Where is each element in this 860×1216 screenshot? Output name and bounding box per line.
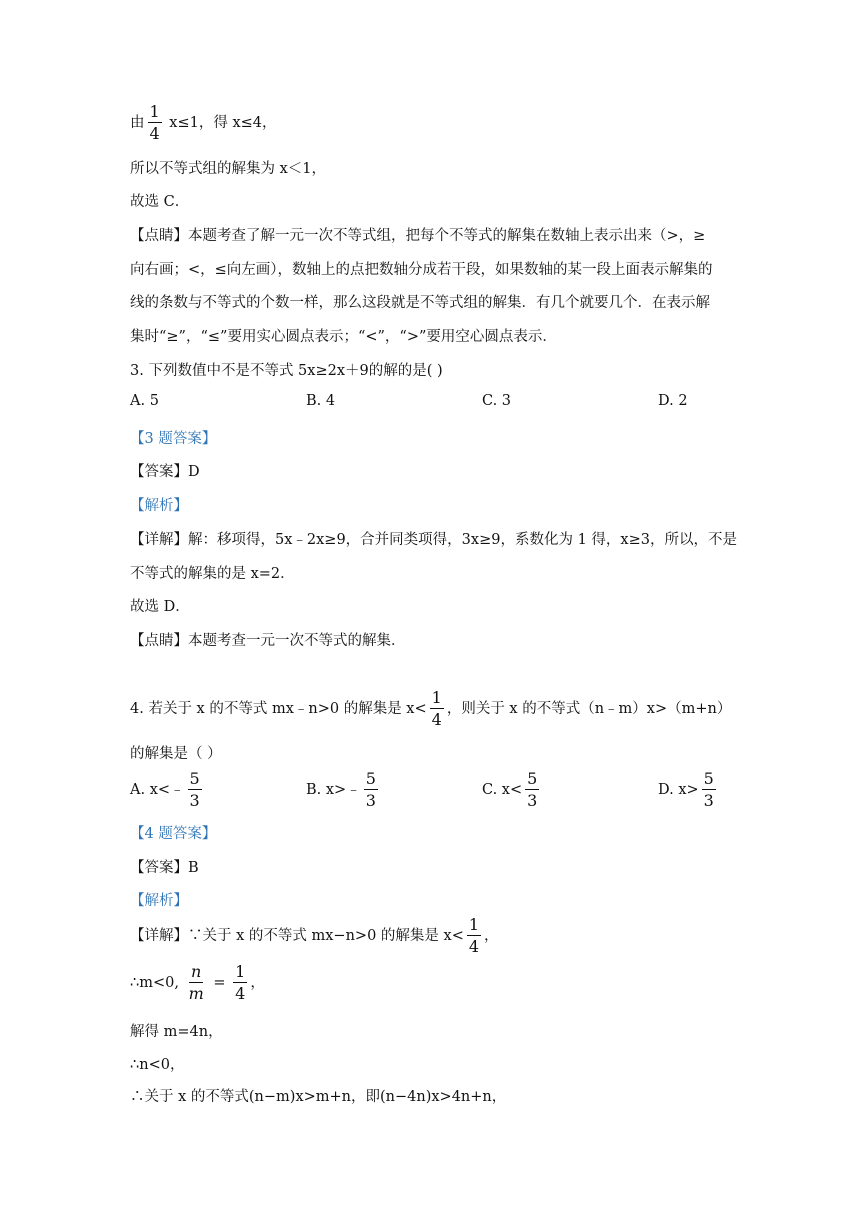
text: ，则关于 x 的不等式（n﹣m）x>（m+n） — [446, 701, 732, 717]
fraction-denominator: 3 — [189, 791, 200, 810]
fraction-denominator: 4 — [235, 984, 246, 1003]
q4-detail-line-3: 解得 m=4n， — [130, 1024, 223, 1040]
q3-option-d: D. 2 — [658, 393, 688, 409]
text: ， — [484, 928, 499, 944]
text: D. x> — [658, 782, 699, 798]
text: 本题考查了解一元一次不等式组，把每个不等式的解集在数轴上表示出来（>，≥ — [188, 228, 706, 244]
fraction-numerator: 1 — [235, 962, 246, 981]
question-4-stem-line-2: 的解集是（ ） — [130, 746, 222, 762]
choice-line: 故选 C． — [130, 194, 190, 210]
fraction — [525, 771, 539, 809]
q4-option-d — [658, 771, 719, 809]
fraction-denominator: m — [188, 984, 204, 1003]
q4-detail-line-1 — [130, 917, 499, 955]
fraction-denominator: 3 — [527, 791, 538, 810]
q4-option-c — [482, 771, 542, 809]
fraction — [467, 917, 481, 955]
q4-detail-line-4: ∴n<0， — [130, 1057, 185, 1073]
q3-option-a: A. 5 — [130, 393, 159, 409]
q3-detail-line-2: 不等式的解集的是 x=2． — [130, 566, 295, 582]
fraction — [187, 964, 206, 1002]
text: 4. 若关于 x 的不等式 mx﹣n>0 的解集是 x< — [130, 701, 427, 717]
text: A. x<﹣ — [130, 782, 185, 798]
fraction — [188, 771, 202, 809]
fraction-numerator: 5 — [189, 769, 200, 788]
q4-detail-line-2 — [130, 964, 265, 1002]
solution-step-line — [130, 104, 277, 142]
q4-option-a — [130, 771, 205, 809]
q3-option-c: C. 3 — [482, 393, 512, 409]
question-3-stem: 3. 下列数值中不是不等式 5x≥2x＋9的解的是( ) — [130, 363, 443, 379]
text: x≤1，得 x≤4， — [164, 115, 277, 131]
q4-analysis-label: 【解析】 — [130, 893, 188, 909]
solution-line: 所以不等式组的解集为 x＜1， — [130, 161, 327, 177]
q3-answer-header: 【3 题答案】 — [130, 431, 217, 447]
text: ∴m<0, — [130, 975, 184, 991]
fraction-numerator: 1 — [431, 688, 442, 707]
fraction-denominator: 4 — [468, 937, 480, 956]
q3-analysis-label: 【解析】 — [130, 498, 188, 514]
dianjing-line-3: 线的条数与不等式的个数一样，那么这段就是不等式组的解集．有几个就要几个．在表示解 — [130, 295, 710, 311]
text: ， — [250, 975, 265, 991]
question-4-stem — [130, 690, 731, 728]
q3-detail-line-1: 【详解】解：移项得，5x﹣2x≥9，合并同类项得，3x≥9，系数化为 1 得，x≥3，所以，不是 — [130, 532, 737, 548]
fraction-numerator: 1 — [149, 102, 160, 121]
fraction-denominator: 3 — [365, 791, 376, 810]
q3-dianjing: 【点睛】本题考查一元一次不等式的解集． — [130, 633, 406, 649]
q4-answer-header: 【4 题答案】 — [130, 826, 217, 842]
q3-option-b: B. 4 — [306, 393, 336, 409]
q4-detail-line-5: ∴关于 x 的不等式(n−m)x>m+n，即(n−4n)x>4n+n， — [130, 1089, 507, 1105]
dianjing-tag: 【点睛】 — [130, 228, 188, 244]
fraction-numerator: n — [191, 962, 202, 981]
dianjing-line-4: 集时“≥”，“≤”要用实心圆点表示；“<”，“>”要用空心圆点表示． — [130, 329, 557, 345]
dianjing-line-2: 向右画；<，≤向左画），数轴上的点把数轴分成若干段，如果数轴的某一段上面表示解集的 — [130, 262, 713, 278]
fraction-numerator: 5 — [703, 769, 714, 788]
text: = — [208, 975, 231, 991]
text: C. x< — [482, 782, 523, 798]
dianjing-line-1 — [130, 224, 705, 245]
text: 由 — [130, 115, 145, 131]
fraction-denominator: 4 — [149, 124, 160, 143]
text: B. x>﹣ — [306, 782, 361, 798]
text: 【详解】∵关于 x 的不等式 mx−n>0 的解集是 x< — [130, 928, 464, 944]
fraction-denominator: 3 — [703, 791, 714, 810]
q4-option-b — [306, 771, 381, 809]
fraction — [148, 104, 162, 142]
fraction-numerator: 1 — [468, 915, 480, 934]
fraction-denominator: 4 — [431, 710, 442, 729]
fraction — [430, 690, 444, 728]
q4-answer: 【答案】B — [130, 860, 199, 876]
fraction — [702, 771, 716, 809]
fraction-numerator: 5 — [365, 769, 376, 788]
q3-answer: 【答案】D — [130, 464, 200, 480]
q3-choice: 故选 D． — [130, 599, 190, 615]
fraction — [364, 771, 378, 809]
fraction-numerator: 5 — [527, 769, 538, 788]
fraction — [233, 964, 247, 1002]
